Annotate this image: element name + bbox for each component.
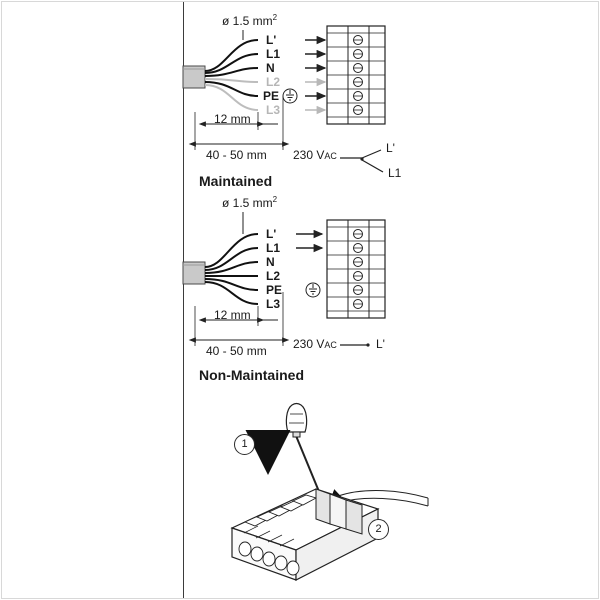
step-number-1: 1 — [234, 434, 255, 455]
nonmaintained-connection-arrows — [296, 234, 322, 248]
section-caption-nonmaintained: Non-Maintained — [199, 367, 304, 383]
conductor-label-nonmaintained-3: L2 — [266, 269, 281, 283]
maintained-cable-group — [183, 30, 258, 110]
cable-length-label-nonmaintained: 40 - 50 mm — [206, 344, 267, 358]
connector-block-3d — [232, 489, 378, 580]
nonmaintained-terminal-block — [327, 220, 385, 318]
conductor-label-nonmaintained-4: PE — [266, 283, 283, 297]
conductor-label-maintained-0: L' — [266, 33, 277, 47]
nonmaintained-cable-group — [183, 212, 258, 304]
maintained-terminal-block — [327, 26, 385, 124]
conductor-label-nonmaintained-1: L1 — [266, 241, 281, 255]
earth-symbol-nonmaintained — [306, 283, 320, 297]
wire-gauge-label-nonmaintained: ø 1.5 $mm^2$ — [222, 195, 278, 210]
wire-gauge-label-maintained: ø 1.5 $mm^2$ — [222, 13, 278, 28]
switch-label-maintained-1: L1 — [388, 166, 402, 180]
maintained-connection-arrows — [305, 40, 325, 110]
conductor-label-maintained-1: L1 — [266, 47, 281, 61]
conductor-label-maintained-3: L2 — [266, 75, 281, 89]
switch-label-maintained-0: L' — [386, 141, 395, 155]
earth-symbol-maintained — [283, 89, 297, 103]
step-number-2: 2 — [368, 519, 389, 540]
screwdriver-icon — [286, 404, 325, 501]
voltage-label-maintained: 230 VAC — [293, 148, 337, 162]
nonmaintained-switch-symbol — [340, 343, 370, 346]
conductor-label-nonmaintained-2: N — [266, 255, 275, 269]
strip-length-label-nonmaintained: 12 mm — [214, 308, 251, 322]
conductor-label-maintained-4: PE — [263, 89, 280, 103]
switch-label-nonmaintained-0: L' — [376, 337, 385, 351]
conductor-label-maintained-2: N — [266, 61, 275, 75]
section-caption-maintained: Maintained — [199, 173, 273, 189]
conductor-label-nonmaintained-0: L' — [266, 227, 277, 241]
conductor-label-maintained-5: L3 — [266, 103, 281, 117]
cable-length-label-maintained: 40 - 50 mm — [206, 148, 267, 162]
conductor-label-nonmaintained-5: L3 — [266, 297, 281, 311]
maintained-switch-symbol — [340, 150, 383, 172]
strip-length-label-maintained: 12 mm — [214, 112, 251, 126]
voltage-label-nonmaintained: 230 VAC — [293, 337, 337, 351]
